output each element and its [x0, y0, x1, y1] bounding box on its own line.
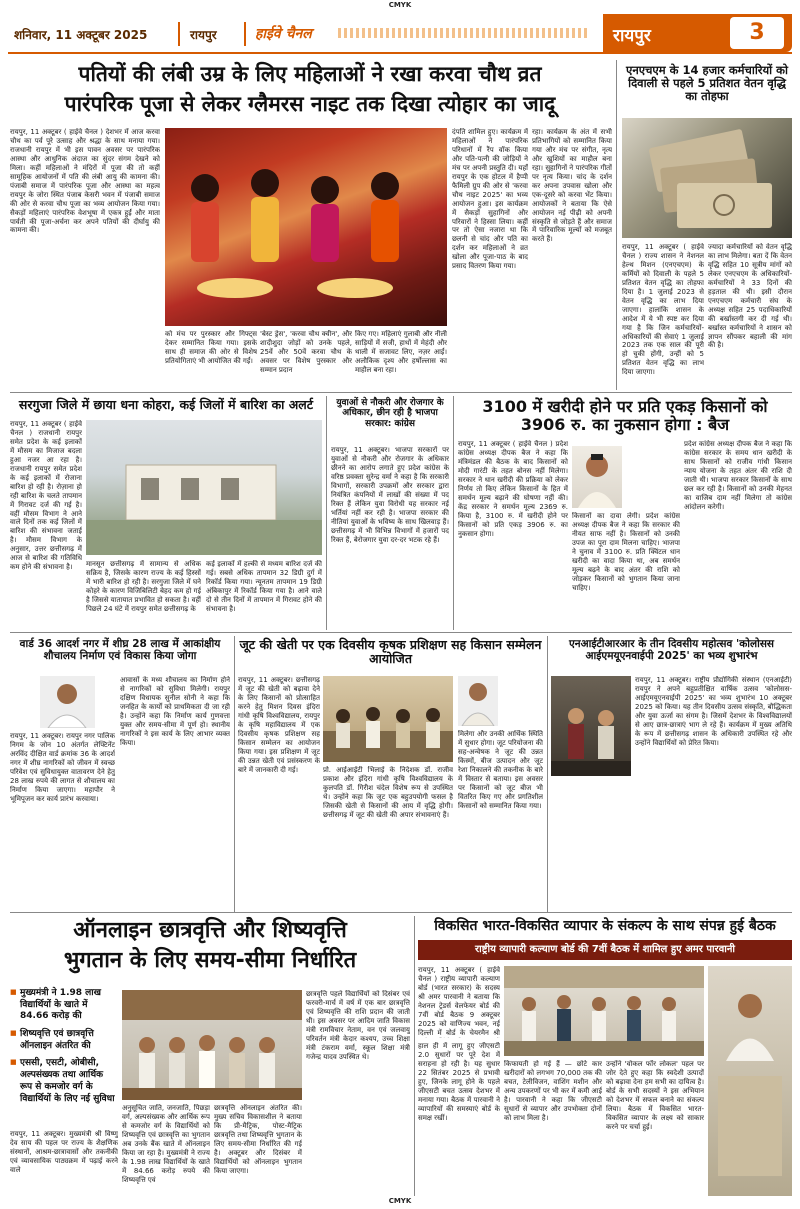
trade-col-2: हाल ही में लागू हुए जीएसटी 2.0 सुधारों पर पूरे देश में सराहना हो रही है। यह सुधार 22 सितंबर 2025 से प्रभावी हुए, जिनके लागू होने के पहले जीएसटी बचत उत्सव देशभर में मनाया गया। बैठक में पारवानी ने व्यापारियों की समस्याएं बोर्ड के समक्ष रखीं। — [418, 1042, 500, 1122]
surguja-col-1: रायपुर, 11 अक्टूबर ( हाईवे चैनल ) राजधानी रायपुर समेत प्रदेश के कई इलाकों में मौसम का मिजाज बदला हुआ नजर आ रहा है। राजधानी रायपुर समेत प्रदेश के कई इलाकों में रोजाना बारिश हो रही है। रोज़ाना हो रही बारिश के चलते तापमान में गिरावट दर्ज की गई है। वहीं मौसम विभाग ने आने वाले दिनों तक कई जिलों में बारिश की संभावना जताई है। मौसम विभाग के अनुसार, उत्तर छत्तीसगढ़ में आज से बारिश की गतिविधि कम होने की संभावना है। — [10, 420, 82, 572]
column-rule — [414, 916, 415, 1196]
scholarship-headline-1: ऑनलाइन छात्रवृत्ति और शिष्यवृत्ति — [73, 918, 347, 943]
trade-col-4: उन्होंने 'वोकल फॉर लोकल' पहल पर जोर देते हुए कहा कि स्वदेशी उत्पादों को बढ़ावा देना हम सभी का दायित्व है। बोर्ड के सभी सदस्यों ने इस अभियान को देशभर में सफल बनाने का संकल्प लिया। बैठक में विकसित भारत-विकसित व्यापार के लक्ष्य को साकार करने पर चर्चा हुई। — [606, 1060, 704, 1131]
trade-headline: विकसित भारत-विकसित व्यापार के संकल्प के साथ संपन्न हुई बैठक — [434, 918, 776, 934]
nhm-headline: एनएचएम के 14 हजार कर्मचारियों को दिवाली से पहले 5 प्रतिशत वेतन वृद्धि का तोहफा — [626, 63, 788, 104]
ward36-headline: वार्ड 36 आदर्श नगर में शीघ्र 28 लाख में आकांक्षीय शौचालय निर्माण एवं विकास किया जोगा — [19, 638, 221, 663]
jute-photo — [323, 676, 453, 762]
person-portrait-icon — [572, 446, 622, 508]
scholarship-col-2: अनुसूचित जाति, जनजाति, पिछड़ा वर्ग, अल्पसंख्यक और आर्थिक रूप से कमजोर वर्ग के विद्यार्थियों को शिष्यवृत्ति एवं छात्रवृत्ति का भुगतान अब उनके बैंक खाते में ऑनलाइन किया जा रहा है। मुख्यमंत्री ने राज्य के 1.98 लाख विद्यार्थियों के खाते में 84.66 करोड़ रुपये की शिष्यवृत्ति एवं — [122, 1104, 210, 1184]
scholarship-col-4: छात्रवृत्ति पहले विद्यार्थियों को दिसंबर एवं फरवरी-मार्च में वर्ष में एक बार छात्रवृत्ति एवं शिष्यवृत्ति की राशि प्रदान की जाती थी। इस अवसर पर आदिम जाति विकास मंत्री रामविचार नेताम, वन एवं जलवायु परिवर्तन मंत्री केदार कश्यप, उच्च शिक्षा मंत्री टंकराम वर्मा, स्कूल शिक्षा मंत्री गजेन्द्र यादव उपस्थित थे। — [306, 990, 410, 1061]
karwa-caption-b: 'बेस्ट ड्रेस', 'करवा चौथ क्वीन', और शादीशुदा जोड़ों को उनके पहले, 25वें और 50वें करवा चौथ के अवसर पर विशेष पुरस्कार और सम्मान प्रदान — [260, 330, 352, 374]
jute-portrait — [458, 676, 498, 726]
jute-col-2: प्रो. आईआईटी भिलाई के निदेशक डॉ. राजीव प्रकाश और इंदिरा गांधी कृषि विश्वविद्यालय के कुलपति डॉ. गिरीश चंदेल विशेष रूप से उपस्थित थे। उन्होंने कहा कि जूट एक बहुउपयोगी फसल है जिसकी खेती से किसानों की आय में वृद्धि होगी। छत्तीसगढ़ में जूट की खेती की अपार संभावनाएं हैं। — [323, 766, 453, 819]
trade-col-3: किफायती हो गई हैं — छोटे कार खरीदारों को लगभग 70,000 तक की बचत, टेलीविजन, वाशिंग मशीन और अन्य उपकरणों पर भी कर में कमी आई है। पारवानी ने कहा कि जीएसटी सुधारों से व्यापार और उपभोक्ता दोनों को लाभ मिला है। — [504, 1060, 602, 1122]
surguja-photo — [86, 420, 322, 555]
nitrr-photo-illustration — [551, 676, 631, 776]
surguja-col-2: मानसून छत्तीसगढ़ में सामान्य से अधिक सक्रिय है, जिसके कारण राज्य के कई हिस्सों में भारी बारिश हो रही है। सरगुजा जिले में घने कोहरे के कारण विजिबिलिटी बेहद कम हो गई है जिससे यातायात प्रभावित हो सकता है। वहीं पिछले 24 घंटे में रायपुर समेत छत्तीसगढ़ के — [86, 560, 201, 613]
scholarship-col-3: छात्रवृत्ति ऑनलाइन अंतरित की। मुख्य सचिव विकासशील ने बताया कि प्री-मैट्रिक, पोस्ट-मैट्रिक छात्रवृत्ति तथा शिष्यवृत्ति भुगतान के लिए समय-सीमा निर्धारित की गई है। अक्टूबर और दिसंबर में विद्यार्थियों को ऑनलाइन भुगतान किया जाएगा। — [214, 1104, 302, 1175]
trade-photo — [504, 966, 704, 1056]
paddy-portrait — [572, 446, 622, 508]
ward36-col-2: आवासों के मध्य शौचालय का निर्माण होने से नागरिकों को सुविधा मिलेगी। रायपुर दक्षिण विधायक सुनील सोनी ने कहा कि जनहित के कार्यों को प्राथमिकता दी जा रही है। उन्होंने कहा कि निर्माण कार्य गुणवत्ता युक्त और समय-सीमा में पूर्ण हो। स्थानीय नागरिकों ने इस कार्य के लिए आभार व्यक्त किया। — [120, 676, 230, 747]
scholarship-headline-2: भुगतान के लिए समय-सीमा निर्धारित — [63, 948, 357, 973]
masthead — [8, 14, 792, 54]
surguja-headline: सरगुजा जिले में छाया धना कोहरा, कई जिलों में बारिश का अलर्ट — [18, 397, 314, 412]
nitrr-photo — [551, 676, 631, 776]
scholarship-col-1: रायपुर, 11 अक्टूबर। मुख्यमंत्री श्री विष्णु देव साय की पहल पर राज्य के शैक्षणिक संस्थानों, आश्रम-छात्रावासों और तकनीकी एवं व्यावसायिक पाठ्यक्रम में पढ़ाई करने वाले — [10, 1130, 118, 1174]
karwa-col-1: रायपुर, 11 अक्टूबर ( हाईवे चैनल ) देशभर में आज करवा चौथ का पर्व पूरे उत्साह और श्रद्धा के साथ मनाया गया। राजधानी रायपुर में भी इस पावन अवसर पर पारंपरिक आस्था और आधुनिक अंदाज का सुंदर संगम देखने को मिला। कहीं महिलाओं ने मंदिरों में पूजा की तो कहीं सामूहिक आयोजनों में पति की लंबी आयु की कामना की। पंजाबी समाज में पारंपरिक पूजा और आस्था का महत्व रायपुर के जोरा स्थित पंजाब केसरी भवन में पंजाबी समाज की ओर से करवा चौथ पूजा का भव्य आयोजन किया गया। सैकड़ों महिलाएं पारंपरिक वेशभूषा में एकत्र हुईं और माता पार्वती की पूजा-अर्चना कर अपने पतियों की दीर्घायु की कामना की। — [10, 128, 160, 235]
print-mark-top: CMYK — [388, 1, 412, 9]
ward36-col-1: रायपुर, 11 अक्टूबर। रायपुर नगर पालिक निगम के जोन 10 अंतर्गत लेफ्टिनेंट अरविंद दीक्षित वार्ड क्रमांक 36 के आदर्श नगर में शीघ्र नागरिकों को जीवन में स्वच्छ परिवेश एवं सुविधायुक्त वातावरण देने हेतु 28 लाख रुपये की लागत से शौचालय का निर्माण किया जाएगा। महापौर ने भूमिपूजन कर कार्य प्रारंभ करवाया। — [10, 732, 115, 803]
youth-body: रायपुर, 11 अक्टूबर। भाजपा सरकारों पर युवाओं से नौकरी और रोजगार के अधिकार छीनने का आरोप लगाते हुए प्रदेश कांग्रेस के वरिष्ठ प्रवक्ता सुरेन्द्र वर्मा ने कहा है कि सरकारी विभागों, सरकारी उपक्रमों और सरकार द्वारा नियंत्रित कंपनियों में लाखों की संख्या में पद रिक्त हैं लेकिन युवा विरोधी यह सरकार नई भर्तियां नहीं कर रही है। भाजपा सरकार की नीतियां युवाओं के भविष्य के साथ खिलवाड़ हैं। छत्तीसगढ़ में भी विभिन्न विभागों में हजारों पद रिक्त हैं, बेरोजगार युवा दर-दर भटक रहे हैं। — [331, 446, 449, 544]
karwa-col-3: रहा। कार्यक्रम के अंत में सभी प्रतिभागियों को सम्मानित किया गया और मंच पर संगीत, नृत्य और खुशियों का माहौल बना रहा। सुहागिनों ने पारंपरिक गीतों पर नृत्य किया। चांद के दर्शन कर अपना उपवास खोला और एक-दूसरे को करवा भेंट किया। आयोजकों ने बताया कि ऐसे आयोजन नई पीढ़ी को अपनी संस्कृति से जोड़ते हैं और समाज में पारिवारिक मूल्यों को मजबूत करते हैं। — [532, 128, 612, 244]
issue-date: शनिवार, 11 अक्टूबर 2025 — [14, 28, 148, 42]
edition-city: रायपुर — [190, 28, 217, 42]
highlight-item: ■ मुख्यमंत्री ने 1.98 लाख विद्यार्थियों के खाते में 84.66 करोड़ की — [10, 988, 118, 1023]
column-rule — [326, 396, 327, 630]
highlight-item: ■ शिष्यवृत्ति एवं छात्रवृत्ति ऑनलाइन अंतरित की — [10, 1029, 118, 1052]
paddy-col-3: प्रदेश कांग्रेस अध्यक्ष दीपक बैज ने कहा कि कांग्रेस सरकार के समय धान खरीदी के साथ किसानों को राजीव गांधी किसान न्याय योजना के तहत अंतर की राशि दी जाती थी। भाजपा सरकार किसानों के साथ छल कर रही है। किसानों को उनकी मेहनत का वाजिब दाम नहीं मिलेगा तो कांग्रेस आंदोलन करेगी। — [684, 440, 792, 511]
jute-col-3: मिलेगा और उनकी आर्थिक स्थिति में सुधार होगा। जूट परियोजना की सह-अन्वेषक ने जूट की उन्नत किस्मों, बीज उत्पादन और जूट रेशा निकालने की तकनीक के बारे में विस्तार से बताया। इस अवसर पर किसानों को जूट बीज भी वितरित किए गए और प्रगतिशील किसानों को सम्मानित किया गया। — [458, 730, 543, 810]
divider — [178, 22, 180, 46]
surguja-col-3: कई इलाकों में हल्की से मध्यम बारिश दर्ज की गई। सबसे अधिक तापमान 32 डिग्री दुर्ग में रिकॉर्ड किया गया। न्यूनतम तापमान 19 डिग्री अंबिकापुर में रिकॉर्ड किया गया है। आने वाले दो से तीन दिनों में तापमान में गिरावट होने की संभावना है। — [206, 560, 322, 613]
nitrr-headline: एनआईटीआरआर के तीन दिवसीय महोत्सव 'कोलोसस आईएमयूएनवाईपी 2025' का भव्य शुभारंभ — [568, 638, 775, 663]
paddy-headline: 3100 में खरीदी होने पर प्रति एकड़ किसानों को 3906 रु. का नुकसान होगा : बैज — [482, 397, 768, 435]
karwa-headline-2: पारंपरिक पूजा से लेकर ग्लैमरस नाइट तक दिखा त्योहार का जादू — [64, 92, 556, 116]
nhm-photo-illustration — [622, 118, 792, 238]
nhm-photo — [622, 118, 792, 238]
section-rule — [10, 912, 792, 913]
page-number: 3 — [730, 17, 784, 49]
jute-col-1: रायपुर, 11 अक्टूबर। छत्तीसगढ़ में जूट की खेती को बढ़ावा देने के लिए किसानों को प्रोत्साहित करने हेतु मिशन दिवस इंदिरा गांधी कृषि विश्वविद्यालय, रायपुर के कृषि महाविद्यालय में एक दिवसीय कृषक प्रशिक्षण सह किसान सम्मेलन का आयोजन किया गया। इस प्रशिक्षण में जूट की उन्नत खेती एवं प्रसंस्करण के बारे में जानकारी दी गई। — [238, 676, 320, 774]
karwa-col-2: दंपति शामिल हुए। कार्यक्रम में महिलाओं ने पारंपरिक परिधानों में रैंप वॉक किया और पति-पत्नी की जोड़ियों ने मंच पर अपनी प्रस्तुति दी। यहाँ रायपुर के एक होटल में हैप्पी फैमिली ग्रुप की ओर से 'करवा चौथ नाइट 2025' का भव्य आयोजन हुआ। इस कार्यक्रम में सैकड़ों सुहागिनों और परिवारों ने हिस्सा लिया। कहीं पर तो ऐसा नजारा था कि छलनी से चांद और पति का दर्शन कर महिलाओं ने व्रत खोला और पूजा-पाठ के बाद प्रसाद वितरण किया गया। — [452, 128, 528, 271]
trade-col-1: रायपुर, 11 अक्टूबर ( हाईवे चैनल ) राष्ट्रीय व्यापारी कल्याण बोर्ड (भारत सरकार) के सदस्य श्री अमर पारवानी ने बताया कि नेशनल ट्रेडर्स वेलफेयर बोर्ड की 7वीं बोर्ड बैठक 9 अक्टूबर 2025 को वाणिज्य भवन, नई दिल्ली में बोर्ड के चेयरमैन श्री — [418, 966, 500, 1037]
paddy-col-2: किसानों का दावा लेगी। प्रदेश कांग्रेस अध्यक्ष दीपक बैज ने कहा कि सरकार की नीयत साफ नहीं है। किसानों को उनकी उपज का पूरा दाम मिलना चाहिए। भाजपा ने चुनाव में 3100 रु. प्रति क्विंटल धान खरीदी का वादा किया था, अब समर्थन मूल्य बढ़ने के बाद अंतर की राशि को जोड़कर किसानों को भुगतान किया जाना चाहिए। — [572, 512, 680, 592]
section-rule — [10, 392, 792, 393]
nhm-col-1: रायपुर, 11 अक्टूबर ( हाईवे चैनल ) राज्य शासन ने नेशनल हेल्थ मिशन (एनएचएम) के कर्मियों को दिवाली के पहले 5 प्रतिशत वेतन वृद्धि का तोहफा दिया है। 1 जुलाई 2023 से वेतन वृद्धि का लाभ दिया जाएगा। हालांकि शासन के आदेश में ये भी स्पष्ट कर दिया गया है कि जिन कर्मचारियों-अधिकारियों की सेवाएं 1 जुलाई 2023 तक एक साल की पूरी हो चुकी होंगी, उन्हीं को 5 प्रतिशत वेतन वृद्धि का लाभ दिया जाएगा। — [622, 243, 704, 377]
print-mark-bottom: CMYK — [388, 1197, 412, 1205]
karwa-caption-a: को मंच पर पुरस्कार और गिफ्ट्स देकर सम्मानित किया गया। इसके साथ ही समाज की ओर से विशेष प्रतियोगिताएं भी आयोजित की गईं। — [165, 330, 257, 365]
column-rule — [234, 636, 235, 912]
scholarship-photo-illustration — [122, 990, 302, 1100]
scholarship-highlights — [10, 988, 118, 1111]
karwa-headline-1: पतियों की लंबी उम्र के लिए महिलाओं ने रखा करवा चौथ व्रत — [78, 62, 542, 86]
section-name: रायपुर — [613, 26, 651, 46]
surguja-photo-illustration — [86, 420, 322, 555]
nhm-col-2: ज्यादा कर्मचारियों को वेतन वृद्धि का लाभ मिलेगा। बता दें कि वेतन वृद्धि सहित 10 सूत्रीय मांगों को लेकर एनएचएम के अधिकारियों-कर्मचारियों ने 33 दिनों की हड़ताल की थी। इसी दौरान एनएचएम कर्मचारी संघ के अध्यक्ष सहित 25 पदाधिकारियों की बर्खास्तगी कर दी गई थी। बर्खास्त कर्मचारियों ने शासन को ज्ञापन सौंपकर बहाली की मांग की है। — [708, 243, 792, 350]
youth-headline: युवाओं से नौकरी और रोजगार के अधिकार, छीन रही है भाजपा सरकार: कांग्रेस — [336, 398, 444, 429]
trade-banner: राष्ट्रीय व्यापारी कल्याण बोर्ड की 7वीं बैठक में शामिल हुए अमर पारवानी — [418, 940, 792, 960]
column-rule — [453, 396, 454, 630]
trade-photo-2-illustration — [708, 966, 792, 1196]
karwa-photo — [165, 128, 447, 326]
nitrr-body: रायपुर, 11 अक्टूबर। राष्ट्रीय प्रौद्योगिकी संस्थान (एनआईटी) रायपुर ने अपने बहुप्रतीक्षित वार्षिक उत्सव 'कोलोसस-आईएमयूएनवाईपी 2025' का भव्य शुभारंभ 10 अक्टूबर 2025 को किया। यह तीन दिवसीय उत्सव संस्कृति, बौद्धिकता और युवा ऊर्जा का संगम है। जिसमें देशभर के विश्वविद्यालयों से आए छात्र-छात्राएं भाग ले रहे हैं। कार्यक्रम में मुख्य अतिथि के रूप में छत्तीसगढ़ शासन के अधिकारी उपस्थित रहे और उन्होंने विद्यार्थियों को प्रेरित किया। — [635, 676, 792, 747]
trade-photo-illustration — [504, 966, 704, 1056]
ward36-portrait — [40, 676, 95, 728]
column-rule — [616, 60, 617, 390]
person-portrait-icon — [40, 676, 95, 728]
paddy-col-1: रायपुर, 11 अक्टूबर ( हाईवे चैनल ) प्रदेश कांग्रेस अध्यक्ष दीपक बैज ने कहा कि मंत्रिमंडल की बैठक के बाद किसानों को मोदी गारंटी के तहत बोनस नहीं मिलेगा। सरकार ने धान खरीदी की प्रक्रिया को लेकर निर्णय तो किए लेकिन किसानों के हित में समर्थन मूल्य बढ़ाने की घोषणा नहीं की। केंद्र सरकार ने समर्थन मूल्य 2369 रु. किया है, 3100 रु. में खरीदी होने पर किसानों को प्रति एकड़ 3906 रु. का नुकसान होगा। — [458, 440, 568, 538]
jute-headline: जूट की खेती पर एक दिवसीय कृषक प्रशिक्षण सह किसान सम्मेलन आयोजित — [239, 637, 542, 667]
scholarship-photo — [122, 990, 302, 1100]
highlight-item: ■ एससी, एसटी, ओबीसी, अल्पसंख्यक तथा आर्थिक रूप से कमजोर वर्ग के विद्यार्थियों के लिए नई सुविधा — [10, 1058, 118, 1105]
column-rule — [547, 636, 548, 912]
newspaper-logo: हाईवे चैनल — [255, 26, 312, 42]
person-portrait-icon — [458, 676, 498, 726]
jute-photo-illustration — [323, 676, 453, 762]
section-rule — [10, 632, 792, 633]
trade-photo-2 — [708, 966, 792, 1196]
karwa-caption-c: किए गए। महिलाएं गुलाबी और नीली साड़ियों में सजी, हाथों में मेहंदी और थाली में सजावट लिए, नज़र आईं। अलौकिक दृश्य और हर्षोल्लास का माहौल बना रहा। — [355, 330, 447, 374]
divider — [244, 22, 246, 46]
decorative-stripe — [338, 28, 588, 38]
karwa-photo-illustration — [165, 128, 447, 326]
